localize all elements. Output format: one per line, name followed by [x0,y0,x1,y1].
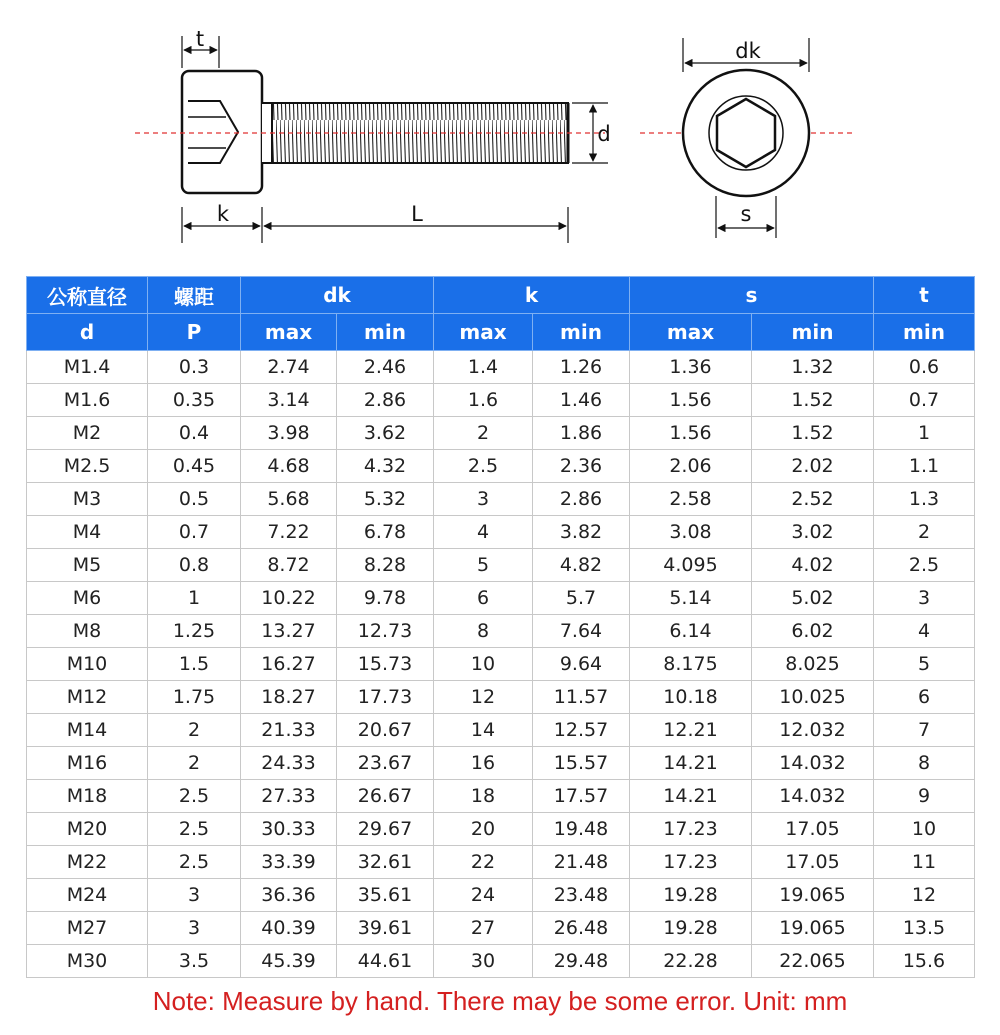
table-cell: 11.57 [533,681,630,714]
table-cell: 8 [874,747,975,780]
table-cell: 1 [148,582,241,615]
table-cell: 0.7 [874,384,975,417]
table-cell: 21.48 [533,846,630,879]
subheader-s-max: max [630,314,752,351]
table-cell: 3 [148,912,241,945]
table-cell: 2.06 [630,450,752,483]
table-cell: M20 [27,813,148,846]
table-cell: 17.57 [533,780,630,813]
table-cell: 0.35 [148,384,241,417]
screw-side-view [182,71,568,193]
table-cell: 4 [434,516,533,549]
header-row-2 [27,314,975,351]
table-cell: 14.21 [630,747,752,780]
table-cell: 26.67 [337,780,434,813]
table-cell: 35.61 [337,879,434,912]
table-cell: 1.56 [630,384,752,417]
table-cell: 0.6 [874,351,975,384]
table-cell: 4.82 [533,549,630,582]
table-row [27,648,975,681]
table-cell: 1.56 [630,417,752,450]
table-cell: 7 [874,714,975,747]
table-cell: 2.58 [630,483,752,516]
table-row [27,483,975,516]
table-cell: 14.032 [752,780,874,813]
table-cell: 33.39 [241,846,337,879]
table-cell: M2.5 [27,450,148,483]
table-cell: M10 [27,648,148,681]
label-s: s [740,202,752,226]
table-cell: 6.02 [752,615,874,648]
label-dk: dk [735,39,761,63]
table-cell: 27.33 [241,780,337,813]
table-cell: 30.33 [241,813,337,846]
label-t: t [195,27,205,51]
table-row [27,417,975,450]
table-cell: M14 [27,714,148,747]
header-dk: dk [241,277,434,314]
table-cell: M30 [27,945,148,978]
table-row [27,681,975,714]
screw-top-view [683,70,809,196]
dimension-k [182,202,262,243]
table-cell: 4.68 [241,450,337,483]
table-cell: M8 [27,615,148,648]
header-pitch: 螺距 [148,277,241,314]
table-cell: 23.67 [337,747,434,780]
table-cell: 6 [874,681,975,714]
screw-spec-table [26,276,975,978]
table-cell: 17.23 [630,813,752,846]
table-cell: 5.68 [241,483,337,516]
header-k: k [434,277,630,314]
table-cell: 1.52 [752,417,874,450]
header-s: s [630,277,874,314]
screw-head [182,71,262,193]
table-cell: 11 [874,846,975,879]
dimension-s [716,196,776,238]
table-cell: 7.64 [533,615,630,648]
subheader-s-min: min [752,314,874,351]
table-cell: 3.82 [533,516,630,549]
table-row [27,351,975,384]
table-cell: M27 [27,912,148,945]
subheader-dk-max: max [241,314,337,351]
table-cell: 0.7 [148,516,241,549]
table-cell: 19.065 [752,879,874,912]
table-cell: 24 [434,879,533,912]
table-cell: 5.14 [630,582,752,615]
subheader-dk-min: min [337,314,434,351]
table-cell: M6 [27,582,148,615]
table-cell: 4 [874,615,975,648]
table-cell: 10.18 [630,681,752,714]
table-cell: 2.86 [337,384,434,417]
table-cell: 10 [434,648,533,681]
table-cell: M1.4 [27,351,148,384]
table-cell: 1.5 [148,648,241,681]
table-cell: 12 [434,681,533,714]
table-cell: 12.73 [337,615,434,648]
table-cell: 12 [874,879,975,912]
table-cell: 18.27 [241,681,337,714]
table-cell: 2 [148,714,241,747]
table-row [27,912,975,945]
table-row [27,813,975,846]
table-cell: 9.78 [337,582,434,615]
table-cell: 13.5 [874,912,975,945]
measurement-note: Note: Measure by hand. There may be some error. Unit: mm [152,986,848,1016]
table-cell: 0.4 [148,417,241,450]
table-cell: 8.72 [241,549,337,582]
table-cell: 17.23 [630,846,752,879]
table-cell: 36.36 [241,879,337,912]
table-cell: 1.32 [752,351,874,384]
table-row [27,780,975,813]
table-cell: 15.6 [874,945,975,978]
table-cell: 23.48 [533,879,630,912]
label-d: d [597,122,611,146]
table-cell: 44.61 [337,945,434,978]
table-cell: 1.46 [533,384,630,417]
subheader-p: P [148,314,241,351]
table-cell: 1.1 [874,450,975,483]
table-cell: 5.02 [752,582,874,615]
table-cell: 1.25 [148,615,241,648]
screw-dimension-diagram [0,0,1000,270]
table-cell: 1.36 [630,351,752,384]
table-cell: 17.05 [752,846,874,879]
table-row [27,879,975,912]
table-cell: 32.61 [337,846,434,879]
table-cell: 2.5 [148,846,241,879]
table-cell: 2.46 [337,351,434,384]
subheader-t-min: min [874,314,975,351]
table-cell: 0.8 [148,549,241,582]
table-cell: 19.28 [630,879,752,912]
table-cell: 2.86 [533,483,630,516]
table-cell: 2.5 [148,780,241,813]
table-cell: 8.175 [630,648,752,681]
table-row [27,714,975,747]
table-cell: 10.025 [752,681,874,714]
table-cell: 2 [874,516,975,549]
table-cell: 8 [434,615,533,648]
table-cell: 17.05 [752,813,874,846]
table-cell: 3.08 [630,516,752,549]
table-cell: 10 [874,813,975,846]
table-cell: 12.032 [752,714,874,747]
table-cell: 0.45 [148,450,241,483]
table-cell: 14 [434,714,533,747]
table-row [27,549,975,582]
header-nominal-diameter: 公称直径 [27,277,148,314]
table-cell: M1.6 [27,384,148,417]
subheader-k-min: min [533,314,630,351]
table-cell: 5 [874,648,975,681]
table-cell: 29.67 [337,813,434,846]
table-cell: 2.5 [148,813,241,846]
table-cell: 7.22 [241,516,337,549]
table-cell: 12.21 [630,714,752,747]
table-cell: 30 [434,945,533,978]
table-row [27,516,975,549]
table-cell: 3.62 [337,417,434,450]
table-cell: 8.28 [337,549,434,582]
table-cell: 15.73 [337,648,434,681]
table-cell: 4.095 [630,549,752,582]
table-cell: M5 [27,549,148,582]
table-cell: 26.48 [533,912,630,945]
table-cell: 16.27 [241,648,337,681]
table-cell: 10.22 [241,582,337,615]
table-row [27,747,975,780]
table-cell: 2 [148,747,241,780]
table-row [27,450,975,483]
table-cell: 1.4 [434,351,533,384]
table-cell: M3 [27,483,148,516]
table-cell: M2 [27,417,148,450]
table-cell: 2.74 [241,351,337,384]
table-cell: 20.67 [337,714,434,747]
table-cell: 19.48 [533,813,630,846]
table-cell: 4.02 [752,549,874,582]
table-cell: 14.032 [752,747,874,780]
table-cell: 1 [874,417,975,450]
table-cell: 19.28 [630,912,752,945]
table-cell: 4.32 [337,450,434,483]
table-row [27,582,975,615]
table-cell: 24.33 [241,747,337,780]
subheader-d: d [27,314,148,351]
table-cell: 3.14 [241,384,337,417]
table-cell: 1.6 [434,384,533,417]
table-row [27,846,975,879]
table-cell: 2.5 [874,549,975,582]
table-cell: 0.3 [148,351,241,384]
table-cell: 8.025 [752,648,874,681]
table-cell: 5 [434,549,533,582]
dimension-L [264,202,568,243]
table-cell: 12.57 [533,714,630,747]
table-cell: 3 [874,582,975,615]
table-cell: 2 [434,417,533,450]
table-cell: 9.64 [533,648,630,681]
subheader-k-max: max [434,314,533,351]
dimension-dk [683,38,809,72]
table-cell: 39.61 [337,912,434,945]
table-cell: 20 [434,813,533,846]
table-cell: 40.39 [241,912,337,945]
table-cell: 3 [434,483,533,516]
table-cell: 5.7 [533,582,630,615]
label-L: L [411,202,423,226]
table-cell: 2.5 [434,450,533,483]
table-cell: 6.14 [630,615,752,648]
table-cell: 0.5 [148,483,241,516]
table-cell: 18 [434,780,533,813]
label-k: k [216,202,230,226]
table-cell: 22.28 [630,945,752,978]
table-row [27,384,975,417]
table-cell: 6 [434,582,533,615]
table-body [27,351,975,978]
table-cell: 3 [148,879,241,912]
header-row-1 [27,277,975,314]
table-cell: M22 [27,846,148,879]
table-cell: 17.73 [337,681,434,714]
table-cell: 1.75 [148,681,241,714]
table-cell: 1.52 [752,384,874,417]
header-t: t [874,277,975,314]
table-cell: 3.98 [241,417,337,450]
table-cell: M16 [27,747,148,780]
table-cell: 1.26 [533,351,630,384]
table-cell: M18 [27,780,148,813]
table-cell: 1.86 [533,417,630,450]
table-cell: 15.57 [533,747,630,780]
table-cell: 6.78 [337,516,434,549]
table-cell: 1.3 [874,483,975,516]
table-cell: 5.32 [337,483,434,516]
table-cell: 29.48 [533,945,630,978]
table-cell: 2.52 [752,483,874,516]
table-cell: 27 [434,912,533,945]
table-cell: 19.065 [752,912,874,945]
table-cell: 2.36 [533,450,630,483]
table-cell: M24 [27,879,148,912]
table-row [27,945,975,978]
table-cell: 45.39 [241,945,337,978]
table-cell: 9 [874,780,975,813]
table-cell: 2.02 [752,450,874,483]
table-cell: 3.5 [148,945,241,978]
table-cell: 13.27 [241,615,337,648]
table-cell: 21.33 [241,714,337,747]
dimension-t [182,27,219,68]
table-row [27,615,975,648]
table-cell: 3.02 [752,516,874,549]
table-cell: 22 [434,846,533,879]
table-cell: 22.065 [752,945,874,978]
table-cell: 14.21 [630,780,752,813]
table-cell: M4 [27,516,148,549]
table-cell: M12 [27,681,148,714]
table-cell: 16 [434,747,533,780]
